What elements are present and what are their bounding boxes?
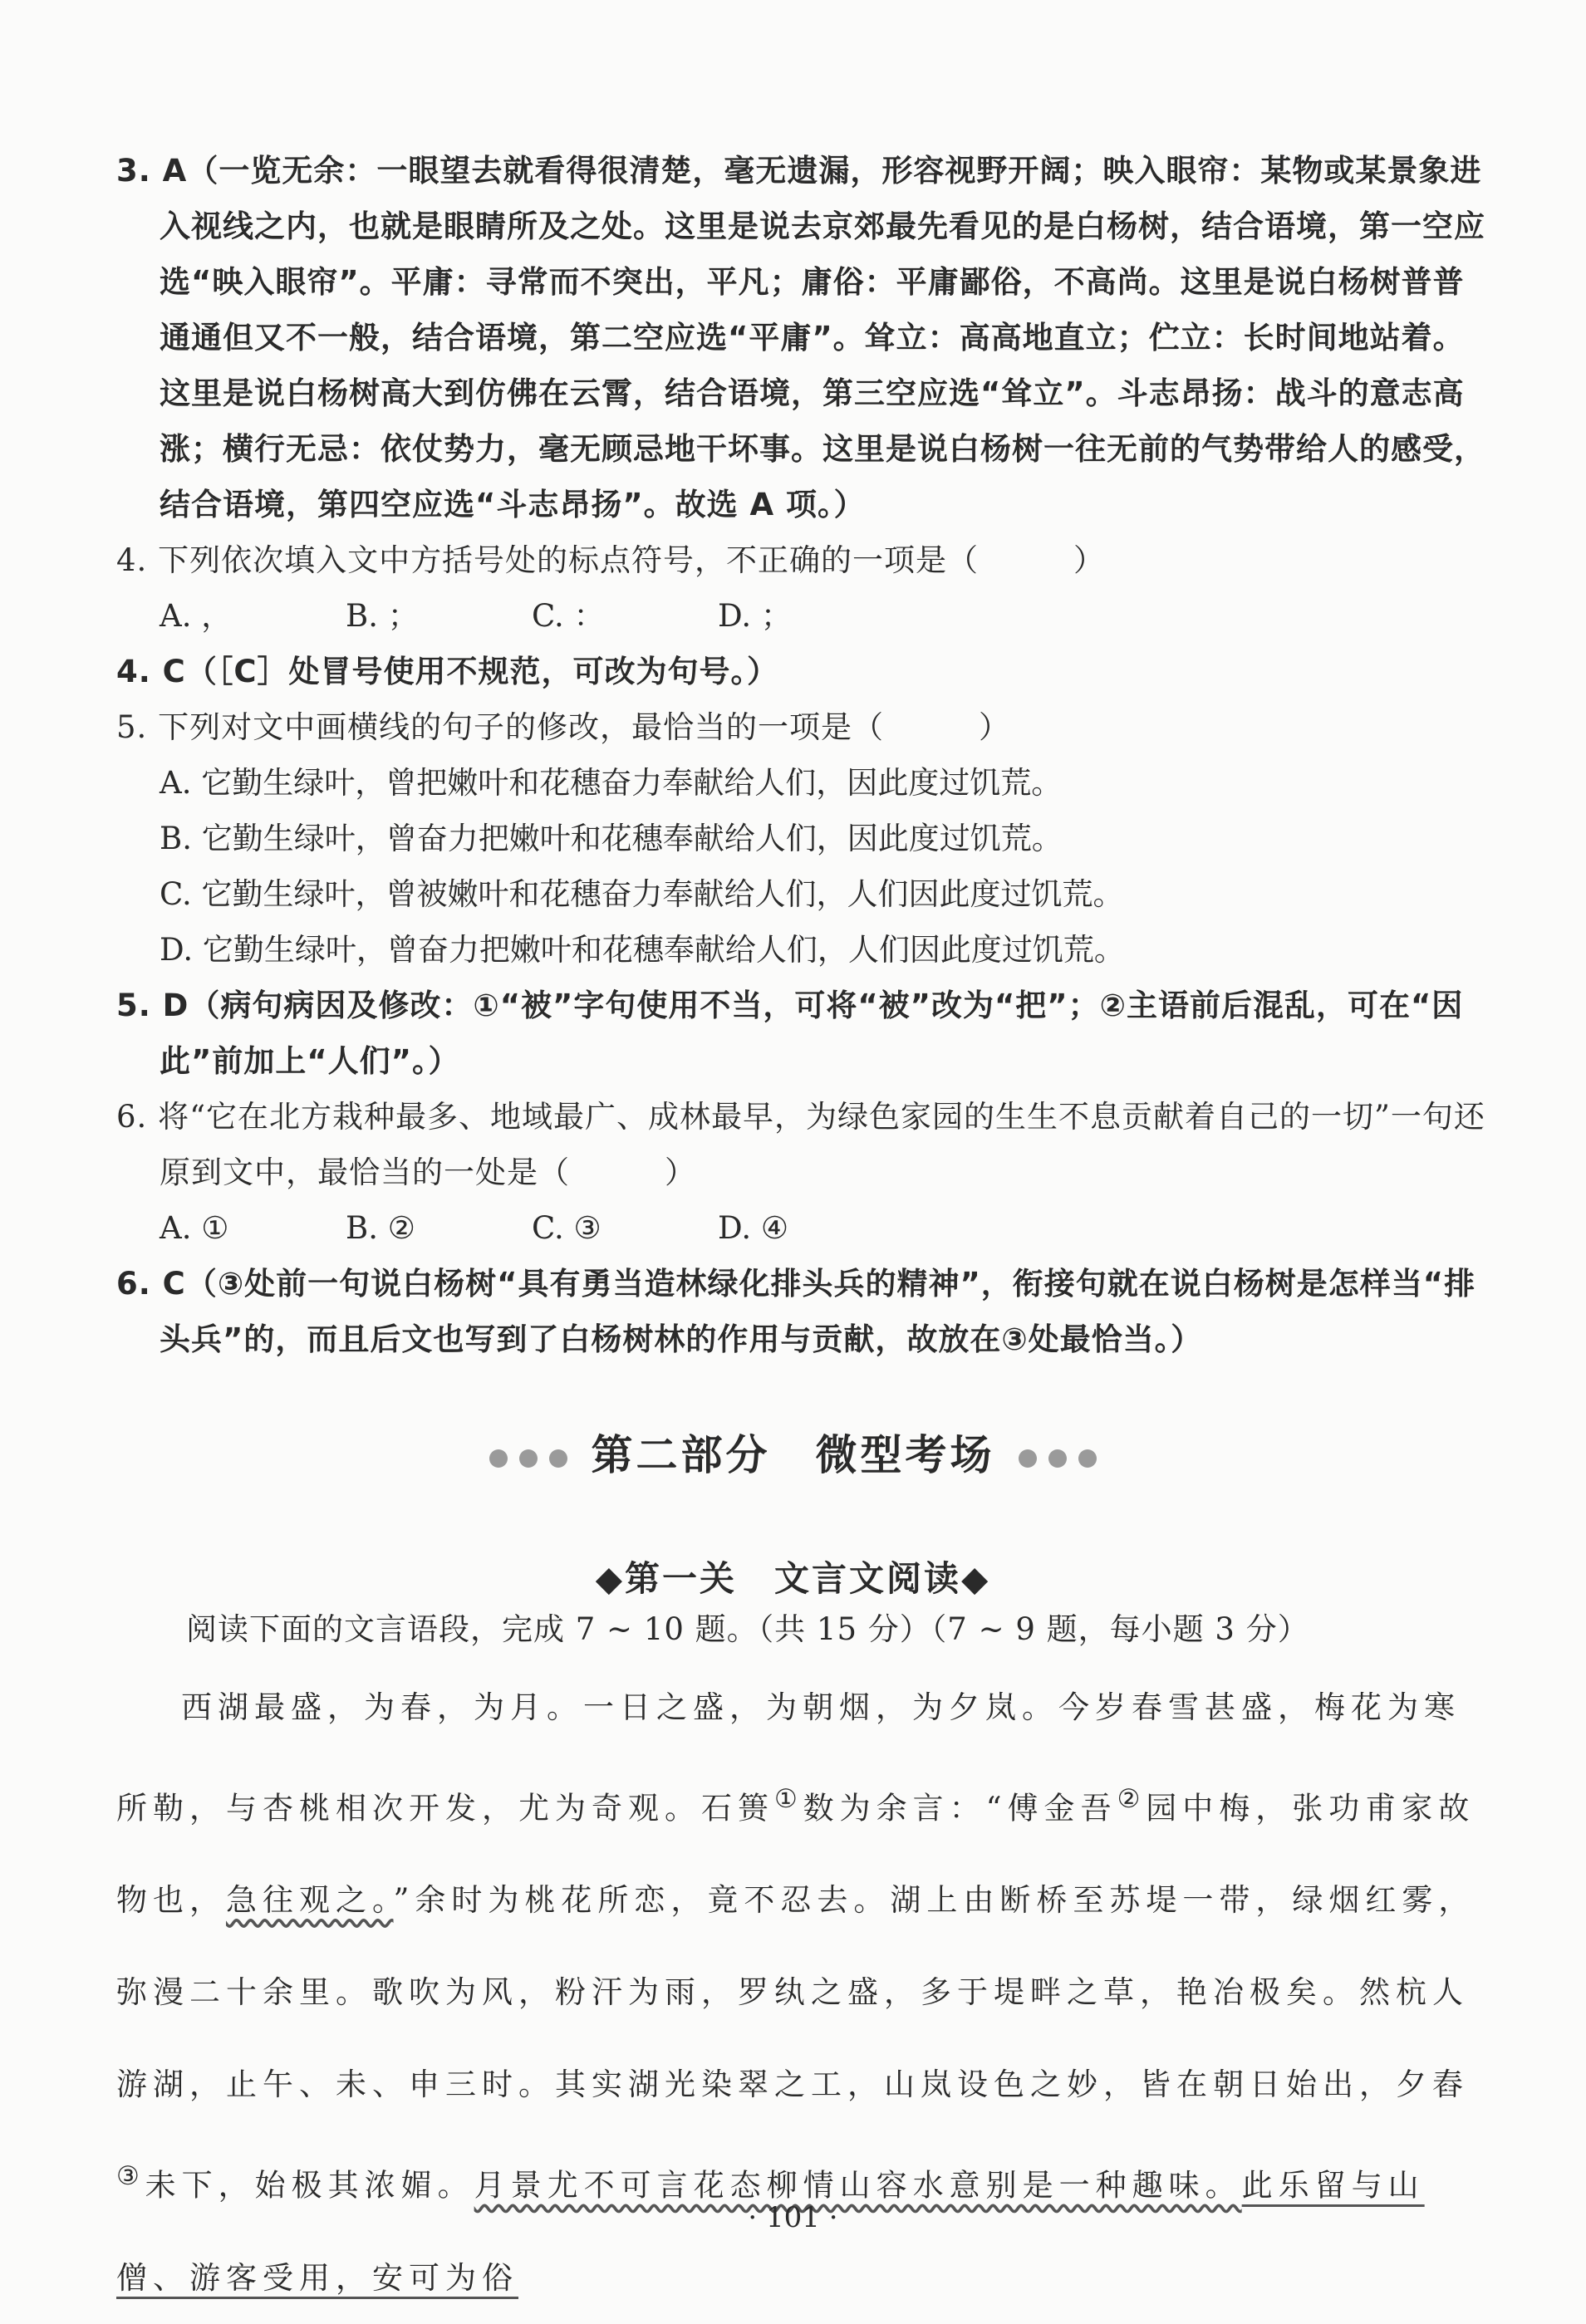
wavy-underlined-text: 急往观之。 [226, 1882, 394, 1919]
passage-text: 数为余言：“傅金吾 [803, 1790, 1117, 1826]
footnote-marker: ① [774, 1784, 803, 1814]
wavy-underlined-sentence: 月景尤不可言花态柳情山容水意别是一种趣味。 [474, 2167, 1242, 2204]
dot-ornament [489, 1449, 508, 1468]
option-choice: D. ； [718, 598, 792, 634]
passage-text: 西湖最盛，为春，为月。一日之盛，为朝烟，为夕岚。今岁春雪甚盛，梅花为寒所勒，与杏桃相次开发，尤为奇观。石篑 [116, 1689, 1461, 1826]
section-title-text: 第二部分 微型考场 [591, 1430, 995, 1479]
option-row [116, 588, 1495, 644]
dot-ornament [1048, 1449, 1067, 1468]
answer-explanation: 4. C（［C］处冒号使用不规范，可改为句号。） [116, 654, 778, 689]
underlined-sentence: 此乐留与山僧、游客受用，安可为俗 [116, 2167, 1425, 2296]
footnote-marker: ② [1117, 1784, 1147, 1814]
section-title [0, 1422, 1586, 1482]
subsection-title: ◆第一关 文言文阅读◆ [595, 1558, 991, 1599]
option-choice: B. ； [346, 598, 419, 634]
option-choice: C. ： [532, 598, 605, 634]
reading-intro: 阅读下面的文言语段，完成 7 ~ 10 题。（共 15 分）（7 ~ 9 题，每小题 3 分） [186, 1611, 1309, 1647]
footnote-marker: ③ [116, 2161, 145, 2192]
answer-explanation: 6. C（③处前一句说白杨树“具有勇当造林绿化排头兵的精神”，衔接句就在说白杨树是怎样当“排头兵”的，而且后文也写到了白杨树林的作用与贡献，故放在③处最恰当。） [116, 1266, 1476, 1357]
dot-ornament [1078, 1449, 1097, 1468]
option-choice: B. ② [346, 1210, 415, 1246]
option-choice: A. ① [160, 1210, 229, 1246]
option-row [116, 1200, 1495, 1256]
option-line: C. 它勤生绿叶，曾被嫩叶和花穗奋力奉献给人们，人们因此度过饥荒。 [160, 876, 1124, 912]
question-stem: 5. 下列对文中画横线的句子的修改，最恰当的一项是（ ） [116, 709, 1011, 745]
passage-text: ”余时为桃花所恋，竟不忍去。湖上由断桥至苏堤一带，绿烟红雾，弥漫二十余里。歌吹为风，粉汗为雨，罗纨之盛，多于堤畔之草，艳冶极矣。然杭人游湖，止午、未、申三时。其实湖光染翠之工，山岚设色之妙，皆在朝日始出，夕舂 [116, 1882, 1476, 2103]
dot-ornament [519, 1449, 538, 1468]
answer-explanation: 3. A（一览无余：一眼望去就看得很清楚，毫无遗漏，形容视野开阔；映入眼帘：某物或某景象进入视线之内，也就是眼睛所及之处。这里是说去京郊最先看见的是白杨树，结合语境，第一空应选“映入眼帘”。平庸：寻常而不突出，平凡；庸俗：平庸鄙俗，不高尚。这里是说白杨树普普通通但又不一般，结合语境，第二空应选“平庸”。耸立：高高地直立；伫立：长时间地站着。这里是说白杨树高大到仿佛在云霄，结合语境，第三空应选“耸立”。斗志昂扬：战斗的意志高涨；横行无忌：依仗势力，毫无顾忌地干坏事。这里是说白杨树一往无前的气势带给人的感受，结合语境，第四空应选“斗志昂扬”。故选 A 项。） [116, 153, 1485, 522]
option-choice: D. ④ [718, 1210, 789, 1246]
dot-ornament [1019, 1449, 1037, 1468]
option-line: B. 它勤生绿叶，曾奋力把嫩叶和花穗奉献给人们，因此度过饥荒。 [160, 821, 1063, 856]
passage-text: 未下，始极其浓媚。 [145, 2167, 474, 2204]
question-answer-block [116, 143, 1495, 1367]
option-choice: A. ， [160, 598, 233, 634]
dot-ornament [549, 1449, 567, 1468]
option-line: A. 它勤生绿叶，曾把嫩叶和花穗奋力奉献给人们，因此度过饥荒。 [160, 765, 1063, 801]
passage-text: 园中梅，张功甫家故物也， [116, 1790, 1476, 1919]
answer-explanation: 5. D（病句病因及修改：①“被”字句使用不当，可将“被”改为“把”；②主语前后混乱，可在“因此”前加上“人们”。） [116, 988, 1464, 1079]
option-line: D. 它勤生绿叶，曾奋力把嫩叶和花穗奉献给人们，人们因此度过饥荒。 [160, 932, 1125, 968]
question-stem: 4. 下列依次填入文中方括号处的标点符号，不正确的一项是（ ） [116, 542, 1106, 578]
option-choice: C. ③ [532, 1210, 602, 1246]
page-number: · 101 · [748, 2201, 838, 2234]
question-stem: 6. 将“它在北方栽种最多、地域最广、成林最早，为绿色家园的生生不息贡献着自己的一切”一句还原到文中，最恰当的一处是（ ） [116, 1099, 1485, 1190]
